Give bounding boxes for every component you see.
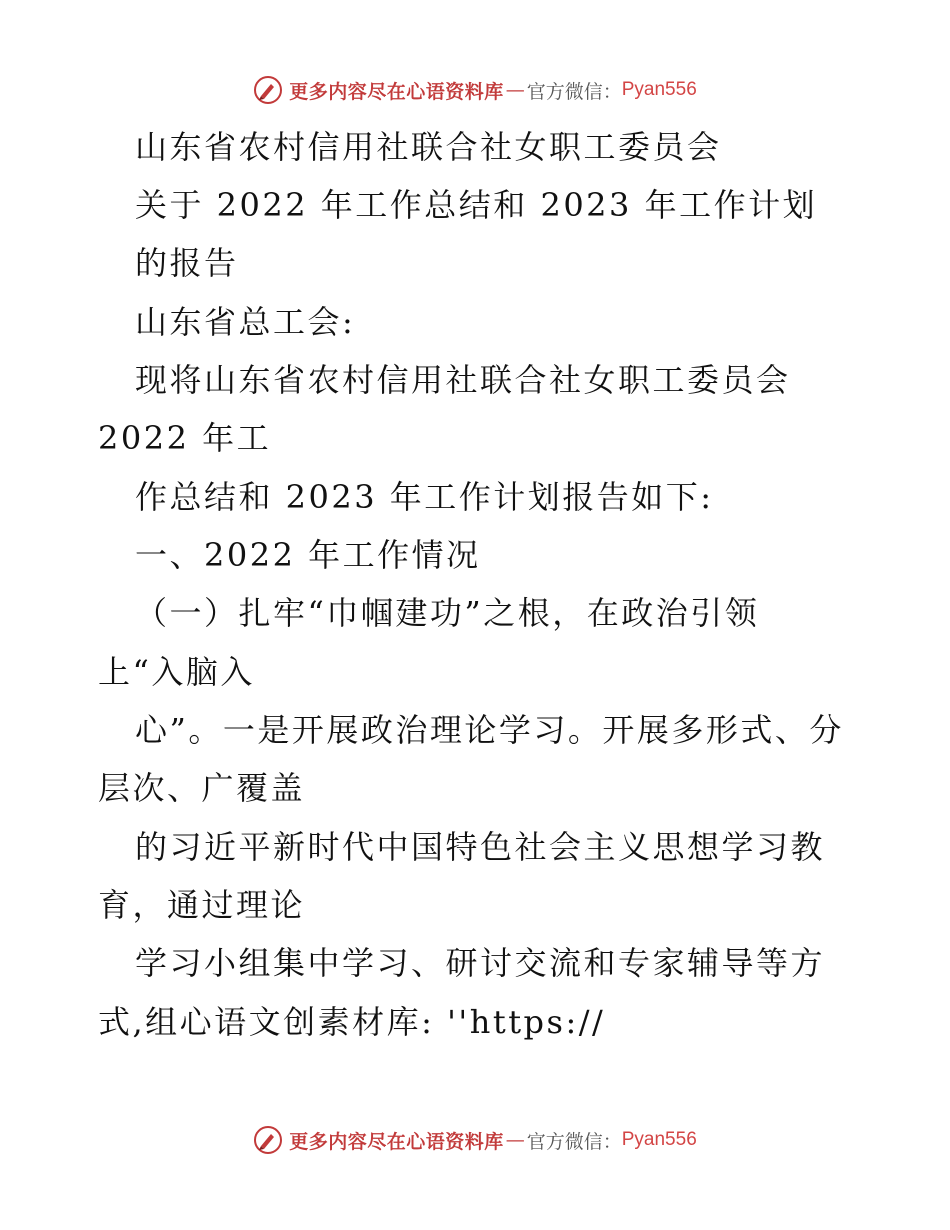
doc-line: 作总结和 2023 年工作计划报告如下: <box>135 478 714 516</box>
watermark-main-text: 更多内容尽在心语资料库 <box>289 1130 504 1153</box>
doc-line: 山东省农村信用社联合社女职工委员会 <box>135 128 722 166</box>
pen-logo-icon <box>253 75 283 105</box>
doc-line: 的报告 <box>135 244 239 282</box>
doc-line: 现将山东省农村信用社联合社女职工委员会 <box>135 361 791 399</box>
pen-logo-icon <box>253 1125 283 1155</box>
doc-line: 育，通过理论 <box>98 886 306 924</box>
footer-watermark <box>0 1120 950 1160</box>
watermark-main-text: 更多内容尽在心语资料库 <box>289 80 504 103</box>
doc-line: 层次、广覆盖 <box>98 769 306 807</box>
watermark-dash: — <box>505 79 525 101</box>
doc-line: 一、2022 年工作情况 <box>135 536 481 574</box>
doc-line: 的习近平新时代中国特色社会主义思想学习教 <box>135 828 826 866</box>
doc-line: 式,组心语文创素材库: ''https:// <box>98 1003 606 1041</box>
watermark-code: Pyan556 <box>621 1129 697 1150</box>
watermark-label: 官方微信： <box>526 80 622 103</box>
header-watermark <box>0 70 950 110</box>
doc-line: 关于 2022 年工作总结和 2023 年工作计划 <box>135 186 818 224</box>
doc-line: 学习小组集中学习、研讨交流和专家辅导等方 <box>135 944 826 982</box>
doc-line: （一）扎牢“巾帼建功”之根，在政治引领 <box>135 594 760 632</box>
watermark-dash: — <box>505 1129 525 1151</box>
doc-line: 2022 年工 <box>98 419 272 457</box>
doc-line: 上“入脑入 <box>98 653 255 691</box>
doc-line: 山东省总工会: <box>135 303 356 341</box>
watermark-code: Pyan556 <box>621 79 697 100</box>
watermark-label: 官方微信： <box>526 1130 622 1153</box>
doc-line: 心”。一是开展政治理论学习。开展多形式、分 <box>135 711 844 749</box>
